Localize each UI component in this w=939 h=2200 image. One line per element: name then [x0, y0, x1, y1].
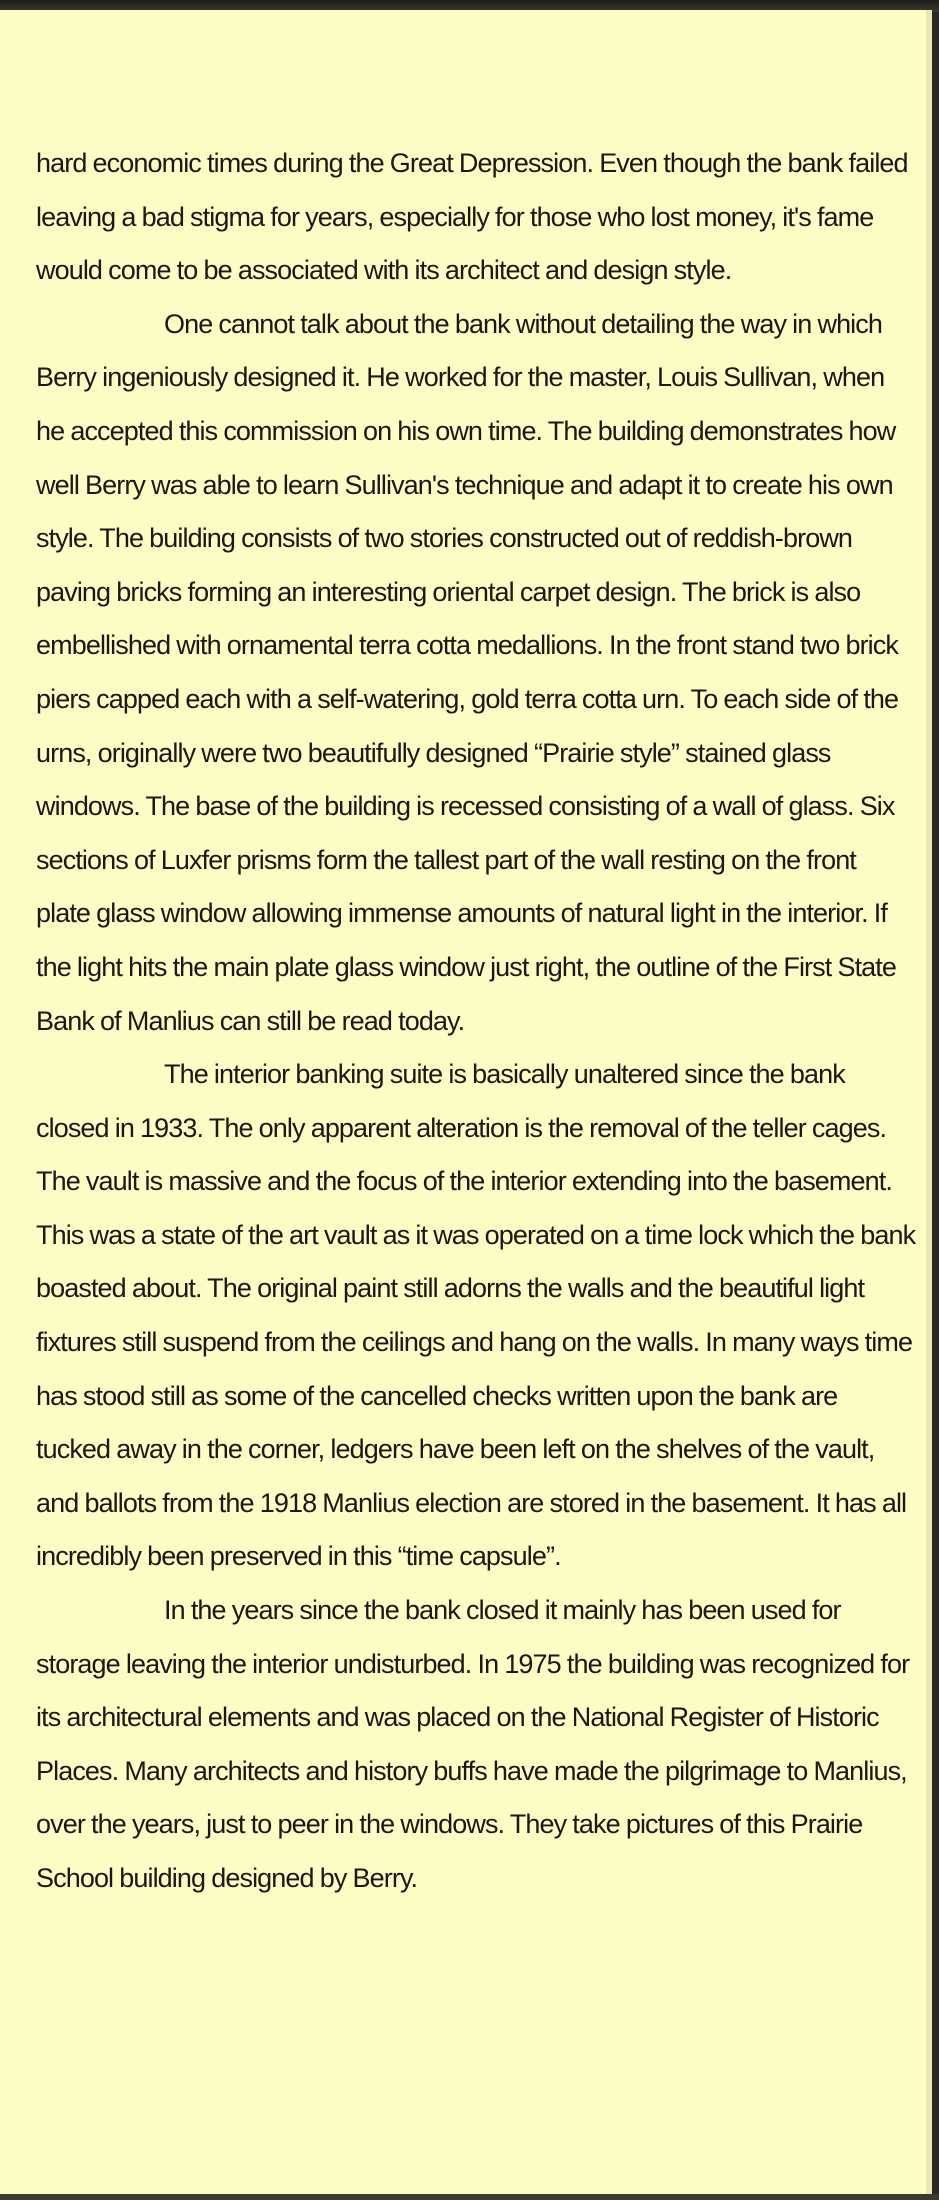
scan-bottom-edge [0, 2194, 939, 2200]
body-text [36, 137, 916, 1906]
paragraph-recent-years: In the years since the bank closed it mainly has been used for storage leaving the interior undisturbed. In 1975 the building was recognized for its architectural elements and was placed on the National Register of Historic Places. Many architects and history buffs have made the pilgrimage to Manlius, over the years, just to peer in the windows. They take pictures of this Prairie School building designed by Berry. [36, 1595, 910, 1893]
paragraph-design: One cannot talk about the bank without detailing the way in which Berry ingeniously designed it. He worked for the master, Louis Sullivan, when he accepted this commission on his own time. The building demonstrates how well Berry was able to learn Sullivan's technique and adapt it to create his own style. The building consists of two stories constructed out of reddish-brown paving bricks forming an interesting oriental carpet design. The brick is also embellished with ornamental terra cotta medallions. In the front stand two brick piers capped each with a self-watering, gold terra cotta urn. To each side of the urns, originally were two beautifully designed “Prairie style” stained glass windows. The base of the building is recessed consisting of a wall of glass. Six sections of Luxfer prisms form the tallest part of the wall resting on the front plate glass window allowing immense amounts of natural light in the interior. If the light hits the main plate glass window just right, the outline of the First State Bank of Manlius can still be read today. [36, 308, 899, 1036]
paragraph-depression: hard economic times during the Great Depression. Even though the bank failed leaving a bad stigma for years, especially for those who lost money, it's fame would come to be associated with its architect and design style. [36, 148, 908, 286]
paragraph-interior: The interior banking suite is basically unaltered since the bank closed in 1933. The only apparent alteration is the removal of the teller cages. The vault is massive and the focus of the interior extending into the basement. This was a state of the art vault as it was operated on a time lock which the bank boasted about. The original paint still adorns the walls and the beautiful light fixtures still suspend from the ceilings and hang on the walls. In many ways time has stood still as some of the cancelled checks written upon the bank are tucked away in the corner, ledgers have been left on the shelves of the vault, and ballots from the 1918 Manlius election are stored in the basement. It has all incredibly been preserved in this “time capsule”. [36, 1059, 916, 1572]
